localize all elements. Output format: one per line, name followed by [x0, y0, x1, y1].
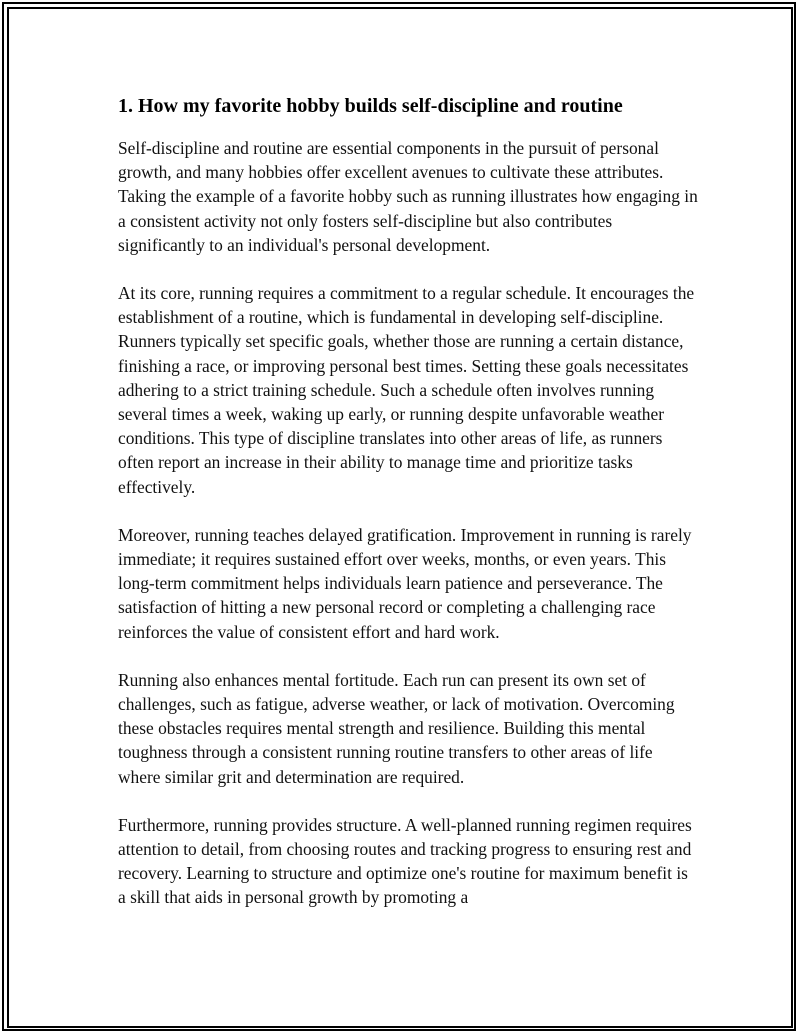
paragraph-intro: Self-discipline and routine are essential components in the pursuit of personal growth, and many hobbies offer excellent avenues to cultivate these attributes. Taking the example of a favorite hobby such as running illustrates how engaging in a consistent activity not only fosters self-discipline but also contributes significantly to an individual's personal development. [118, 138, 698, 255]
document-body [118, 93, 698, 934]
paragraph-structure: Furthermore, running provides structure. A well-planned running regimen requires attention to detail, from choosing routes and tracking progress to ensuring rest and recovery. Learning to structure and optimize one's routine for maximum benefit is a skill that aids in personal growth by promoting a [118, 814, 692, 908]
paragraph-delayed-gratification: Moreover, running teaches delayed gratification. Improvement in running is rarely immediate; it requires sustained effort over weeks, months, or even years. This long-term commitment helps individuals learn patience and perseverance. The satisfaction of hitting a new personal record or completing a challenging race reinforces the value of consistent effort and hard work. [118, 524, 692, 642]
paragraph-routine: At its core, running requires a commitment to a regular schedule. It encourages the establishment of a routine, which is fundamental in developing self-discipline. Runners typically set specific goals, whether those are running a certain distance, finishing a race, or improving personal best times. Setting these goals necessitates adhering to a strict training schedule. Such a schedule often involves running several times a week, waking up early, or running despite unfavorable weather conditions. This type of discipline translates into other areas of life, as runners often report an increase in their ability to manage time and prioritize tasks effectively. [118, 283, 695, 497]
section-heading: 1. How my favorite hobby builds self-discipline and routine [118, 95, 623, 117]
paragraph-mental-fortitude: Running also enhances mental fortitude. Each run can present its own set of challenges, such as fatigue, adverse weather, or lack of motivation. Overcoming these obstacles requires mental strength and resilience. Building this mental toughness through a consistent running routine transfers to other areas of life where similar grit and determination are required. [118, 669, 675, 787]
